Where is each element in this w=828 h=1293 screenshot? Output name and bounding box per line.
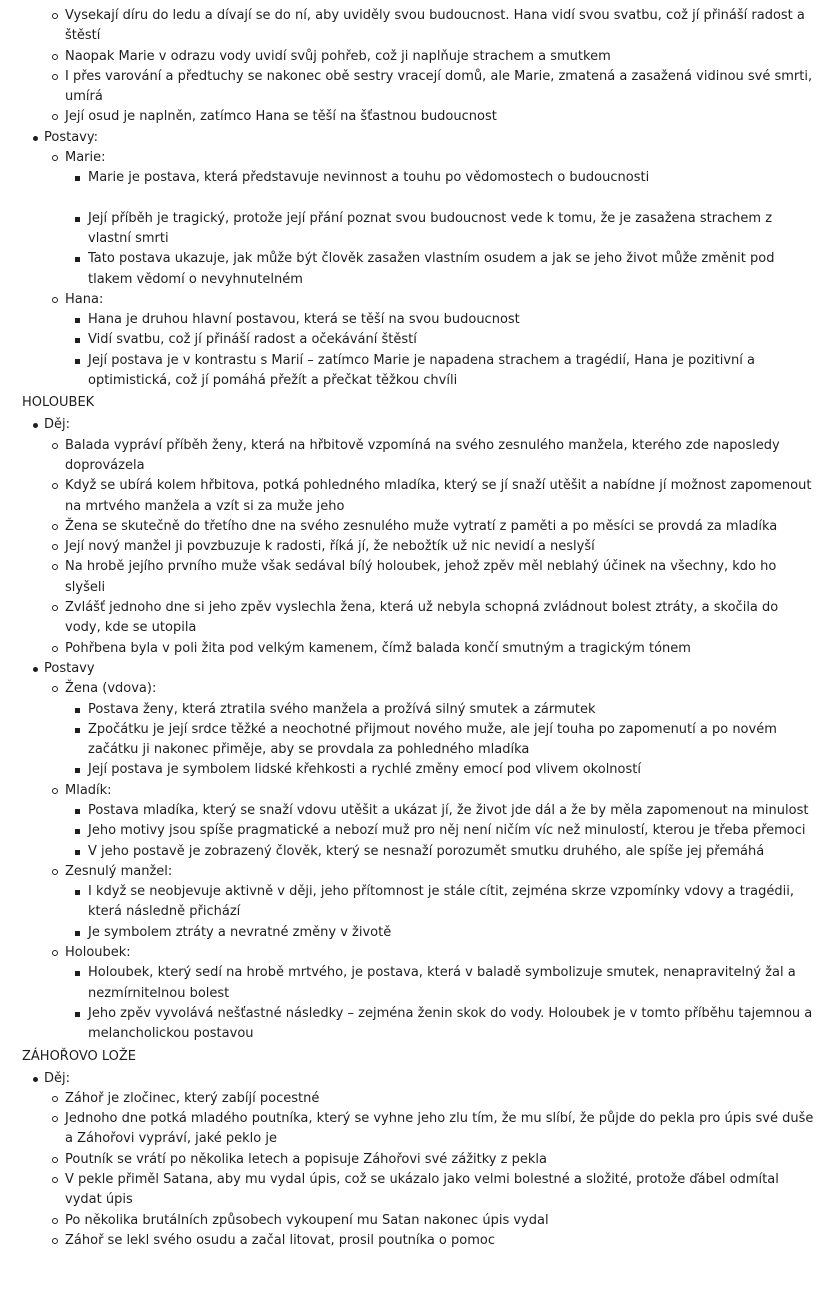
holoubek-char-details (0, 963, 828, 1044)
square-bullet-icon (75, 931, 80, 936)
hana-details (0, 310, 828, 391)
circle-bullet-icon (52, 297, 58, 303)
list-item: Mladík: (0, 781, 828, 801)
circle-bullet-icon (52, 544, 58, 550)
list-item: I přes varování a předtuchy se nakonec obě sestry vracejí domů, ale Marie, zmatená a zasažená vidinou své smrti, umírá (0, 67, 828, 108)
square-bullet-icon (75, 971, 80, 976)
list-item: Pohřbena byla v poli žita pod velkým kamenem, čímž balada končí smutným a tragickým tónem (0, 639, 828, 659)
story-list-continued (0, 6, 828, 128)
list-item: Když se ubírá kolem hřbitova, potká pohledného mladíka, který se jí snaží utěšit a nabídne jí možnost zapomenout na mrtvého manžela a vzít si za muže jeho (0, 476, 828, 517)
circle-bullet-icon (52, 13, 58, 19)
list-item: Její nový manžel ji povzbuzuje k radosti, říká jí, že nebožtík už nic nevidí a neslyší (0, 537, 828, 557)
circle-bullet-icon (52, 1218, 58, 1224)
list-item: Hana je druhou hlavní postavou, která se těší na svou budoucnost (0, 310, 828, 330)
list-item: Zpočátku je její srdce těžké a neochotné přijmout nového muže, ale její touha po zapomenutí a po novém začátku ji nakonec přiměje, aby se provdala za pohledného mladíka (0, 720, 828, 761)
circle-bullet-icon (52, 950, 58, 956)
list-item: Tato postava ukazuje, jak může být člověk zasažen vlastním osudem a jak se jeho život může změnit pod tlakem vědomí o nevyhnutelném (0, 249, 828, 290)
circle-bullet-icon (52, 605, 58, 611)
list-item: I když se neobjevuje aktivně v ději, jeho přítomnost je stále cítit, zejména skrze vzpomínky vdovy a tragédii, která následně přichází (0, 882, 828, 923)
disc-bullet-icon (33, 667, 38, 672)
list-item: Záhoř je zločinec, který zabíjí pocestné (0, 1089, 828, 1109)
list-item: Je symbolem ztráty a nevratné změny v životě (0, 923, 828, 943)
list-item: Děj: (0, 415, 828, 435)
circle-bullet-icon (52, 1096, 58, 1102)
circle-bullet-icon (52, 788, 58, 794)
circle-bullet-icon (52, 646, 58, 652)
square-bullet-icon (75, 176, 80, 181)
list-item: Zvlášť jednoho dne si jeho zpěv vyslechla žena, která už nebyla schopná zvládnout bolest ztráty, a skočila do vody, kde se utopila (0, 598, 828, 639)
list-item: Její postava je v kontrastu s Marií – zatímco Marie je napadena strachem a tragédií, Hana je pozitivní a optimistická, což jí pomáhá přežít a přečkat těžkou chvíli (0, 351, 828, 392)
circle-bullet-icon (52, 1177, 58, 1183)
square-bullet-icon (75, 829, 80, 834)
disc-bullet-icon (33, 423, 38, 428)
square-bullet-icon (75, 809, 80, 814)
manzel-label (0, 862, 828, 882)
list-item: Postava ženy, která ztratila svého manžela a prožívá silný smutek a zármutek (0, 700, 828, 720)
zena-label (0, 679, 828, 699)
circle-bullet-icon (52, 869, 58, 875)
list-item: Balada vypráví příběh ženy, která na hřbitově vzpomíná na svého zesnulého manžela, kterého zde naposledy doprovázela (0, 436, 828, 477)
list-item: Postavy (0, 659, 828, 679)
list-item: V jeho postavě je zobrazený člověk, který se nesnaží porozumět smutku druhého, ale spíše jej přemáhá (0, 842, 828, 862)
circle-bullet-icon (52, 1157, 58, 1163)
marie-details-more (0, 209, 828, 290)
square-bullet-icon (75, 217, 80, 222)
circle-bullet-icon (52, 155, 58, 161)
list-item: Poutník se vrátí po několika letech a popisuje Záhořovi své zážitky z pekla (0, 1150, 828, 1170)
square-bullet-icon (75, 318, 80, 323)
marie-details (0, 168, 828, 188)
list-item: Jednoho dne potká mladého poutníka, který se vyhne jeho zlu tím, že mu slíbí, že půjde do pekla pro úpis své duše a Záhořovi vypráví, jaké peklo je (0, 1109, 828, 1150)
list-item: Její osud je naplněn, zatímco Hana se těší na šťastnou budoucnost (0, 107, 828, 127)
characters-section (0, 128, 828, 148)
list-item: Marie je postava, která představuje nevinnost a touhu po vědomostech o budoucnosti (0, 168, 828, 188)
square-bullet-icon (75, 338, 80, 343)
circle-bullet-icon (52, 483, 58, 489)
list-item: Jeho zpěv vyvolává nešťastné následky – zejména ženin skok do vody. Holoubek je v tomto příběhu tajemnou a melancholickou postavou (0, 1004, 828, 1045)
mladik-details (0, 801, 828, 862)
holoubek-plot-label (0, 415, 828, 435)
list-item: Po několika brutálních způsobech vykoupení mu Satan nakonec úpis vydal (0, 1211, 828, 1231)
list-item: Její postava je symbolem lidské křehkosti a rychlé změny emocí pod vlivem okolností (0, 760, 828, 780)
section-heading-zahor: ZÁHOŘOVO LOŽE (22, 1048, 137, 1064)
square-bullet-icon (75, 850, 80, 855)
circle-bullet-icon (52, 1116, 58, 1122)
list-item: Vysekají díru do ledu a dívají se do ní, aby uviděly svou budoucnost. Hana vidí svou svatbu, což jí přináší radost a štěstí (0, 6, 828, 47)
circle-bullet-icon (52, 686, 58, 692)
document-page (0, 6, 828, 1251)
circle-bullet-icon (52, 114, 58, 120)
circle-bullet-icon (52, 54, 58, 60)
square-bullet-icon (75, 257, 80, 262)
circle-bullet-icon (52, 443, 58, 449)
holoubek-characters-label (0, 659, 828, 679)
list-item: Hana: (0, 290, 828, 310)
list-item: Na hrobě jejího prvního muže však sedával bílý holoubek, jehož zpěv měl neblahý účinek na všechny, kdo ho slyšeli (0, 557, 828, 598)
list-item: Zesnulý manžel: (0, 862, 828, 882)
circle-bullet-icon (52, 524, 58, 530)
square-bullet-icon (75, 1012, 80, 1017)
list-item: Žena (vdova): (0, 679, 828, 699)
list-item: Postava mladíka, který se snaží vdovu utěšit a ukázat jí, že život jde dál a že by měla zapomenout na minulost (0, 801, 828, 821)
circle-bullet-icon (52, 74, 58, 80)
holoubek-char-label (0, 943, 828, 963)
square-bullet-icon (75, 359, 80, 364)
list-item: Žena se skutečně do třetího dne na svého zesnulého muže vytratí z paměti a po měsíci se provdá za mladíka (0, 517, 828, 537)
square-bullet-icon (75, 768, 80, 773)
list-item: Děj: (0, 1069, 828, 1089)
section-heading-holoubek: HOLOUBEK (22, 395, 95, 411)
square-bullet-icon (75, 708, 80, 713)
characters-list (0, 148, 828, 168)
spacer (0, 189, 828, 209)
list-item: Postavy: (0, 128, 828, 148)
circle-bullet-icon (52, 564, 58, 570)
list-item: Její příběh je tragický, protože její přání poznat svou budoucnost vede k tomu, že je zasažena strachem z vlastní smrti (0, 209, 828, 250)
list-item: Naopak Marie v odrazu vody uvidí svůj pohřeb, což ji naplňuje strachem a smutkem (0, 47, 828, 67)
list-item: Jeho motivy jsou spíše pragmatické a nebozí muž pro něj není ničím víc než minulostí, kterou je třeba přemoci (0, 821, 828, 841)
disc-bullet-icon (33, 1077, 38, 1082)
list-item: Holoubek: (0, 943, 828, 963)
square-bullet-icon (75, 728, 80, 733)
zena-details (0, 700, 828, 781)
manzel-details (0, 882, 828, 943)
list-item: Vidí svatbu, což jí přináší radost a očekávání štěstí (0, 330, 828, 350)
list-item: V pekle přiměl Satana, aby mu vydal úpis, což se ukázalo jako velmi bolestné a složité, protože ďábel odmítal vydat úpis (0, 1170, 828, 1211)
zahor-plot-list (0, 1089, 828, 1251)
mladik-label (0, 781, 828, 801)
disc-bullet-icon (33, 136, 38, 141)
circle-bullet-icon (52, 1238, 58, 1244)
list-item: Holoubek, který sedí na hrobě mrtvého, je postava, která v baladě symbolizuje smutek, nenapravitelný žal a nezmírnitelnou bolest (0, 963, 828, 1004)
holoubek-plot-list (0, 436, 828, 659)
square-bullet-icon (75, 890, 80, 895)
list-item: Marie: (0, 148, 828, 168)
list-item: Záhoř se lekl svého osudu a začal litovat, prosil poutníka o pomoc (0, 1231, 828, 1251)
zahor-plot-label (0, 1069, 828, 1089)
hana-section (0, 290, 828, 310)
